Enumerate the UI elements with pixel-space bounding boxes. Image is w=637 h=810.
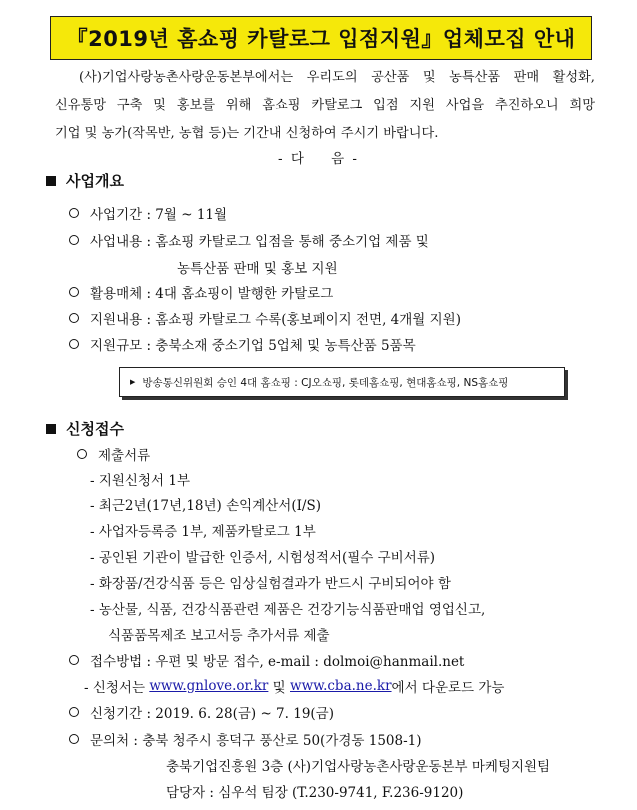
document-item: 식품품목제조 보고서등 추가서류 제출 [108, 628, 330, 644]
overview-content-continued [177, 257, 338, 277]
circle-bullet-icon [69, 208, 79, 218]
contact-address-text: 문의처 : 충북 청주시 흥덕구 풍산로 50(가경동 1508-1) [90, 733, 422, 749]
application-method-text: 접수방법 : 우편 및 방문 접수, e-mail : dolmoi@hanmail.net [90, 654, 465, 670]
overview-support [69, 308, 461, 328]
section-application-title: 신청접수 [66, 420, 124, 438]
section-overview-heading [46, 170, 124, 191]
document-item: - 지원신청서 1부 [90, 473, 190, 489]
contact-person: 담당자 : 심우석 팀장 (T.230-9741, F.236-9120) [166, 785, 464, 801]
cba-link[interactable]: www.cba.ne.kr [290, 678, 392, 694]
contact-address [69, 729, 422, 749]
section-application-heading [46, 418, 124, 439]
gnlove-link[interactable]: www.gnlove.or.kr [149, 678, 269, 694]
circle-bullet-icon [69, 339, 79, 349]
download-prefix: - 신청서는 [84, 680, 150, 696]
overview-period [69, 203, 227, 223]
document-item: - 공인된 기관이 발급한 인증서, 시험성적서(필수 구비서류) [90, 550, 436, 566]
intro-line: 신유통망 구축 및 홍보를 위해 홈쇼핑 카탈로그 입점 지원 사업을 추진하오니 희망 [55, 98, 595, 113]
overview-scale [69, 334, 416, 354]
subheading-damum: - 다 음 - [278, 151, 359, 167]
circle-bullet-icon [69, 313, 79, 323]
document-item: - 사업자등록증 1부, 제품카탈로그 1부 [90, 524, 316, 540]
document-item: - 농산물, 식품, 건강식품관련 제품은 건강기능식품판매업 영업신고, [90, 602, 486, 618]
intro-paragraph [55, 64, 595, 148]
overview-content [69, 230, 429, 250]
download-suffix: 에서 다운로드 가능 [391, 680, 505, 696]
download-middle: 및 [268, 680, 291, 696]
contact-office: 충북기업진흥원 3층 (사)기업사랑농촌사랑운동본부 마케팅지원팀 [166, 759, 551, 775]
circle-bullet-icon [69, 235, 79, 245]
document-item: - 최근2년(17년,18년) 손익계산서(I/S) [90, 498, 321, 514]
circle-bullet-icon [69, 655, 79, 665]
documents-label [77, 444, 150, 464]
page-title: 『2019년 홈쇼핑 카탈로그 입점지원』업체모집 안내 [50, 16, 592, 60]
triangle-bullet-icon: ▶ [130, 378, 136, 386]
documents-label-text: 제출서류 [98, 448, 151, 464]
application-period-text: 신청기간 : 2019. 6. 28(금) ~ 7. 19(금) [90, 706, 334, 722]
circle-bullet-icon [69, 287, 79, 297]
document-item: - 화장품/건강식품 등은 임상실험결과가 반드시 구비되어야 함 [90, 576, 451, 592]
application-method [69, 650, 464, 670]
circle-bullet-icon [69, 734, 79, 744]
overview-content-text-2: 농특산품 판매 및 홍보 지원 [177, 261, 338, 277]
overview-scale-text: 지원규모 : 충북소재 중소기업 5업체 및 농특산품 5품목 [90, 338, 416, 354]
overview-media [69, 282, 333, 302]
download-line [84, 676, 504, 696]
square-bullet-icon [46, 176, 56, 186]
overview-media-text: 활용매체 : 4대 홈쇼핑이 발행한 카탈로그 [90, 286, 334, 302]
overview-support-text: 지원내용 : 홈쇼핑 카탈로그 수록(홍보페이지 전면, 4개월 지원) [90, 312, 461, 328]
intro-line: 기업 및 농가(작목반, 농협 등)는 기간내 신청하여 주시기 바랍니다. [55, 126, 439, 141]
homeshopping-notice-box [119, 367, 565, 397]
overview-period-text: 사업기간 : 7월 ~ 11월 [90, 207, 228, 223]
notice-text: 방송통신위원회 승인 4대 홈쇼핑 : CJ오쇼핑, 롯데홈쇼핑, 현대홈쇼핑, NS홈쇼핑 [142, 376, 509, 389]
application-period [69, 702, 334, 722]
intro-line: (사)기업사랑농촌사랑운동본부에서는 우리도의 공산품 및 농특산품 판매 활성화, [79, 70, 595, 85]
square-bullet-icon [46, 424, 56, 434]
section-overview-title: 사업개요 [66, 172, 124, 190]
overview-content-text: 사업내용 : 홈쇼핑 카탈로그 입점을 통해 중소기업 제품 및 [90, 234, 429, 250]
circle-bullet-icon [77, 449, 87, 459]
circle-bullet-icon [69, 707, 79, 717]
